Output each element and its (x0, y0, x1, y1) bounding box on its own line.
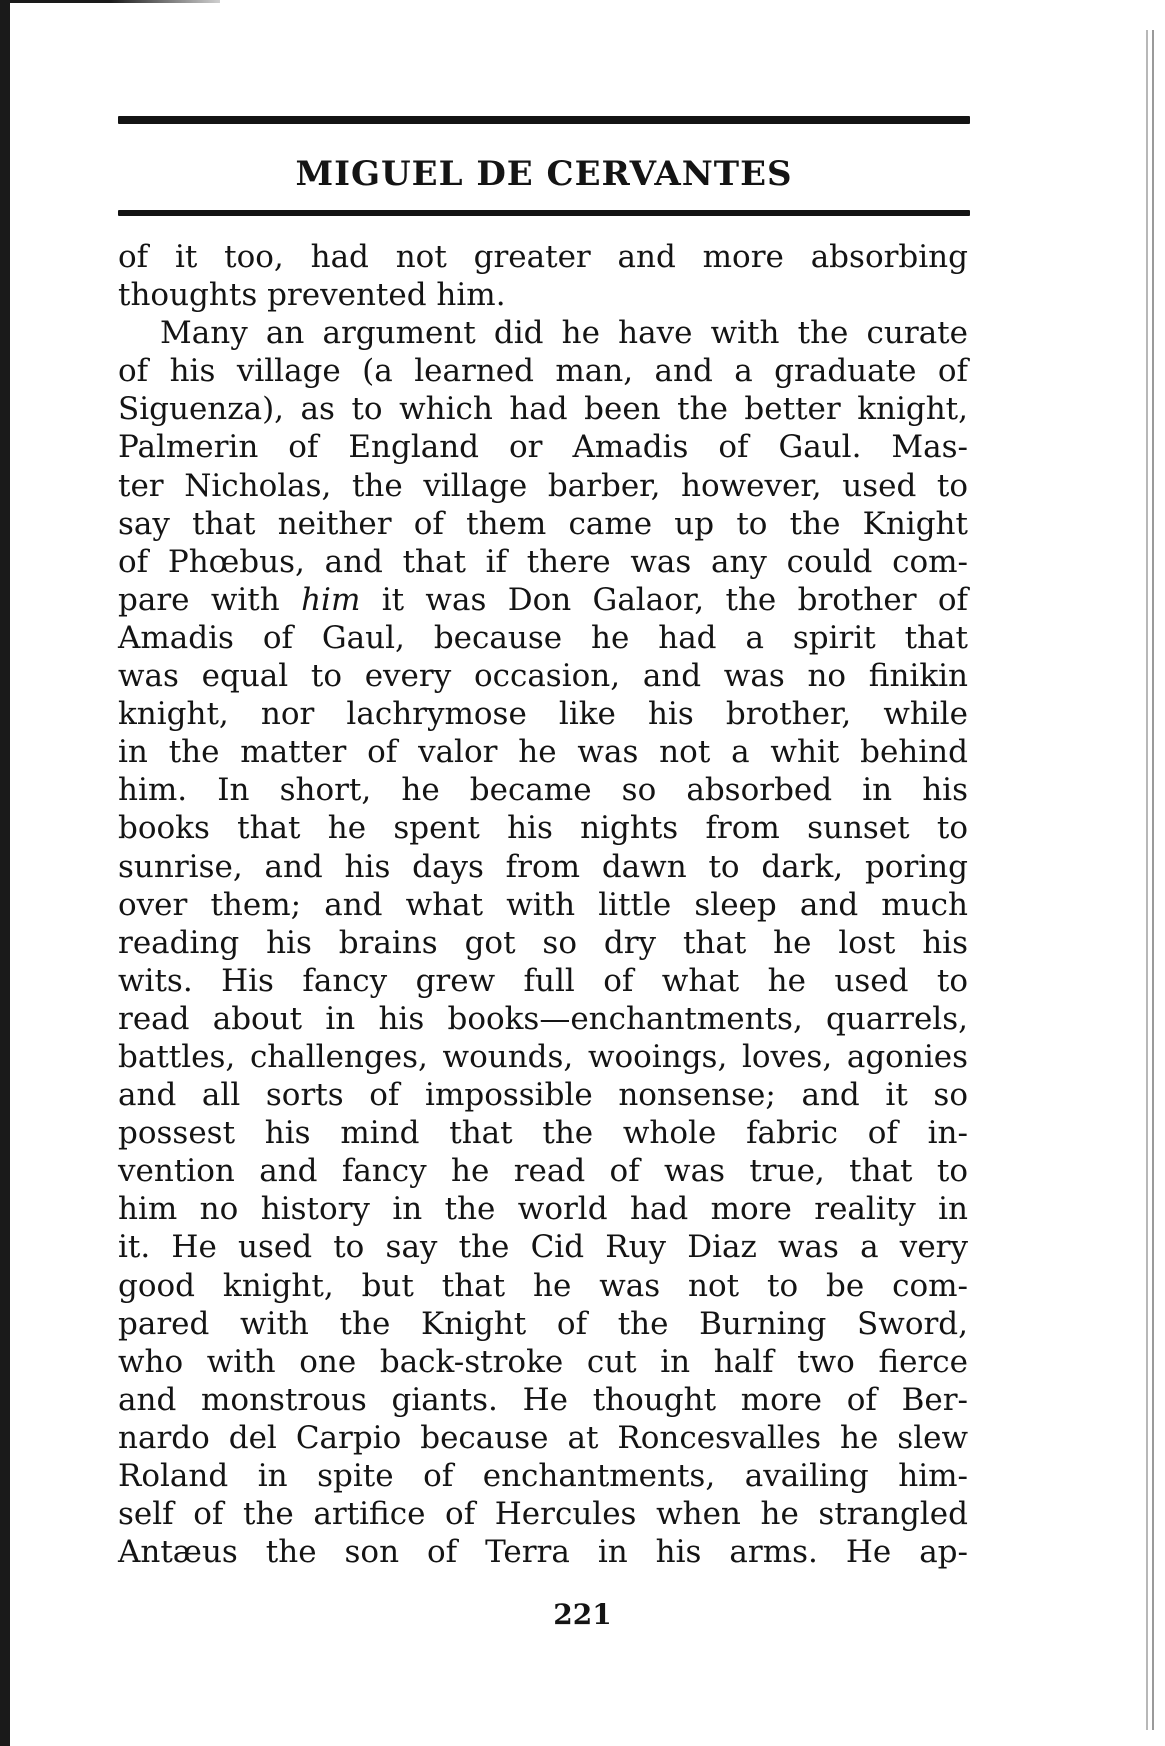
text-line: of his village (a learned man, and a graduate of (118, 353, 968, 390)
running-title: MIGUEL DE CERVANTES (295, 154, 793, 194)
text-line: thoughts prevented him. (118, 277, 506, 314)
italic-word: him (301, 581, 361, 618)
page-edge-right (1146, 30, 1148, 1730)
text-line: of Phœbus, and that if there was any could com- (118, 543, 968, 580)
text-line: who with one back-stroke cut in half two fierce (118, 1343, 968, 1380)
text-line: him. In short, he became so absorbed in his (118, 772, 968, 809)
running-head (118, 116, 970, 216)
text-line: knight, nor lachrymose like his brother, while (118, 696, 968, 733)
text-line: Amadis of Gaul, because he had a spirit that (118, 619, 968, 656)
text-line: good knight, but that he was not to be com- (118, 1267, 968, 1304)
text-line: Antæus the son of Terra in his arms. He ap- (118, 1534, 968, 1571)
binding-edge (0, 0, 10, 1746)
text-segment: pare with (118, 581, 302, 618)
text-line: over them; and what with little sleep and much (118, 886, 968, 923)
page-edge-right-inner (1152, 30, 1154, 1730)
header-rule-top (118, 116, 970, 124)
text-line: battles, challenges, wounds, wooings, loves, agonies (118, 1038, 968, 1075)
text-line: books that he spent his nights from sunset to (118, 810, 968, 847)
corner-rule (0, 0, 220, 3)
body-text (118, 238, 968, 1571)
text-line: vention and fancy he read of was true, that to (118, 1153, 968, 1190)
text-line: of it too, had not greater and more absorbing (118, 239, 968, 275)
text-segment: it was Don Galaor, the brother of (360, 581, 968, 618)
page-number: 221 (553, 1598, 612, 1631)
text-line: and monstrous giants. He thought more of Ber- (118, 1381, 968, 1418)
text-line: read about in his books—enchantments, quarrels, (118, 1000, 968, 1037)
text-line: Many an argument did he have with the curate (160, 315, 968, 352)
header-rule-bottom (118, 210, 970, 216)
text-line: sunrise, and his days from dawn to dark, poring (118, 848, 968, 885)
text-line: self of the artifice of Hercules when he strangled (118, 1496, 968, 1533)
text-line: Siguenza), as to which had been the better knight, (118, 391, 968, 428)
text-line: Roland in spite of enchantments, availing him- (118, 1458, 968, 1494)
text-line: say that neither of them came up to the Knight (118, 505, 968, 542)
text-line: in the matter of valor he was not a whit behind (118, 734, 968, 771)
text-line-with-italic (118, 581, 968, 619)
text-line: it. He used to say the Cid Ruy Diaz was a very (118, 1229, 968, 1266)
text-line: was equal to every occasion, and was no finikin (118, 658, 968, 695)
text-line: reading his brains got so dry that he lost his (118, 924, 968, 961)
text-line: nardo del Carpio because at Roncesvalles he slew (118, 1419, 968, 1456)
text-line: possest his mind that the whole fabric of in- (118, 1115, 968, 1152)
text-line: and all sorts of impossible nonsense; and it so (118, 1077, 968, 1114)
text-line: wits. His fancy grew full of what he used to (118, 962, 968, 999)
text-line: ter Nicholas, the village barber, however, used to (118, 467, 968, 504)
text-line: Palmerin of England or Amadis of Gaul. Mas- (118, 429, 968, 466)
text-line: pared with the Knight of the Burning Sword, (118, 1305, 968, 1342)
text-line: him no history in the world had more reality in (118, 1191, 968, 1228)
